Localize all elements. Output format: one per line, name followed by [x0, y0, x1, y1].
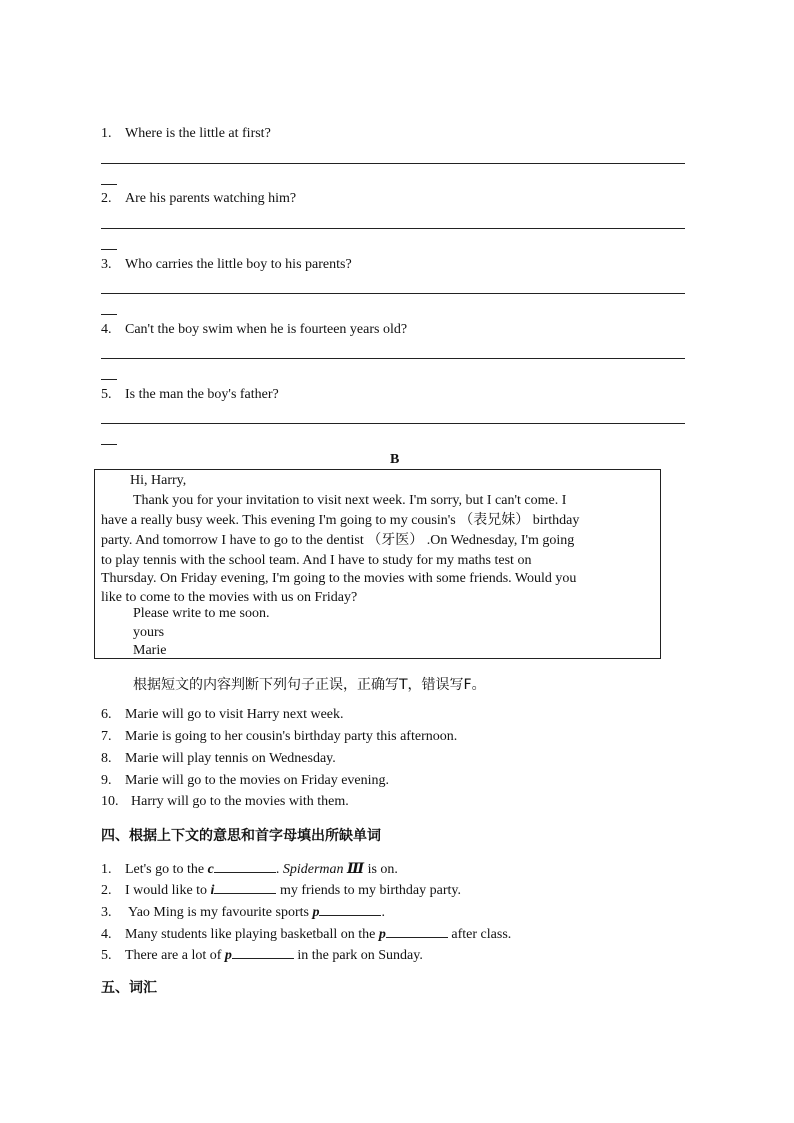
item-pre: There are a lot of — [125, 948, 225, 963]
answer-line-stub — [101, 249, 117, 250]
first-letter: i — [210, 883, 215, 898]
tf-item — [101, 707, 344, 723]
item-post-dot: . — [275, 862, 283, 877]
question-text: Who carries the little boy to his parents? — [125, 257, 352, 272]
letter-line: Thursday. On Friday evening, I'm going to the movies with some friends. Would you — [101, 571, 577, 586]
letter-signature: Marie — [133, 643, 167, 658]
answer-line[interactable] — [101, 423, 685, 424]
tf-instruction: 根据短文的内容判断下列句子正误，正确写T，错误写F。 — [133, 677, 486, 693]
question-1 — [101, 126, 271, 142]
letter-line: party. And tomorrow I have to go to the dentist （牙医） .On Wednesday, I'm going — [101, 533, 575, 548]
item-pre: Many students like playing basketball on the — [125, 927, 379, 942]
item-text: Marie will go to visit Harry next week. — [125, 707, 344, 722]
tf-item — [101, 773, 389, 789]
letter-line: have a really busy week. This evening I'm going to my cousin's （表兄妹） birthday — [101, 513, 580, 528]
tf-item — [101, 794, 349, 810]
question-number: 5. — [101, 387, 112, 402]
letter-signoff: yours — [133, 625, 165, 640]
letter-line: Thank you for your invitation to visit next week. I'm sorry, but I can't come. I — [133, 493, 567, 508]
fill-item — [101, 860, 398, 878]
blank-line[interactable] — [386, 925, 448, 938]
movie-title: Spiderman — [282, 862, 344, 877]
blank-line[interactable] — [232, 946, 294, 959]
section-b-title: B — [390, 452, 400, 467]
question-2 — [101, 191, 296, 207]
item-text: Marie is going to her cousin's birthday party this afternoon. — [125, 729, 458, 744]
item-number: 8. — [101, 751, 112, 766]
item-post: is on. — [364, 862, 398, 877]
item-text: Harry will go to the movies with them. — [131, 794, 349, 809]
answer-line-stub — [101, 184, 117, 185]
item-number: 7. — [101, 729, 112, 744]
item-number: 1. — [101, 862, 112, 877]
item-number: 5. — [101, 948, 112, 963]
question-text: Where is the little at first? — [125, 126, 271, 141]
question-number: 3. — [101, 257, 112, 272]
letter-closing: Please write to me soon. — [133, 606, 270, 621]
fill-item — [101, 903, 385, 921]
item-number: 3. — [101, 905, 112, 920]
item-pre: Yao Ming is my favourite sports — [125, 905, 313, 920]
letter-line: to play tennis with the school team. And I have to study for my maths test on — [101, 553, 532, 568]
first-letter: c — [207, 862, 214, 877]
first-letter: p — [312, 905, 320, 920]
section-four-title: 四、根据上下文的意思和首字母填出所缺单词 — [101, 828, 381, 844]
question-text: Is the man the boy's father? — [125, 387, 279, 402]
item-number: 2. — [101, 883, 112, 898]
letter-line: like to come to the movies with us on Friday? — [101, 590, 358, 605]
blank-line[interactable] — [214, 881, 276, 894]
answer-line-stub — [101, 444, 117, 445]
item-pre: Let's go to the — [125, 862, 208, 877]
tf-item — [101, 729, 457, 745]
item-number: 6. — [101, 707, 112, 722]
answer-line-stub — [101, 314, 117, 315]
item-text: Marie will play tennis on Wednesday. — [125, 751, 336, 766]
question-number: 4. — [101, 322, 112, 337]
blank-line[interactable] — [214, 860, 276, 873]
first-letter: p — [378, 927, 386, 942]
answer-line[interactable] — [101, 293, 685, 294]
section-five-title: 五、词汇 — [101, 980, 157, 996]
answer-line[interactable] — [101, 228, 685, 229]
question-number: 1. — [101, 126, 112, 141]
fill-item — [101, 925, 511, 943]
letter-greeting: Hi, Harry, — [130, 473, 187, 488]
movie-numeral: Ⅲ — [347, 862, 365, 877]
question-text: Can't the boy swim when he is fourteen years old? — [125, 322, 408, 337]
item-post: . — [381, 905, 385, 920]
fill-item — [101, 946, 423, 964]
question-text: Are his parents watching him? — [125, 191, 297, 206]
item-post: my friends to my birthday party. — [276, 883, 461, 898]
question-3 — [101, 257, 352, 273]
item-number: 4. — [101, 927, 112, 942]
question-4 — [101, 322, 407, 338]
item-number: 10. — [101, 794, 119, 809]
item-text: Marie will go to the movies on Friday evening. — [125, 773, 390, 788]
question-number: 2. — [101, 191, 112, 206]
item-post: after class. — [447, 927, 512, 942]
fill-item — [101, 881, 461, 899]
tf-item — [101, 751, 336, 767]
first-letter: p — [224, 948, 232, 963]
answer-line-stub — [101, 379, 117, 380]
item-number: 9. — [101, 773, 112, 788]
blank-line[interactable] — [319, 903, 381, 916]
answer-line[interactable] — [101, 358, 685, 359]
answer-line[interactable] — [101, 163, 685, 164]
item-post: in the park on Sunday. — [293, 948, 423, 963]
item-pre: I would like to — [125, 883, 211, 898]
question-5 — [101, 387, 279, 403]
